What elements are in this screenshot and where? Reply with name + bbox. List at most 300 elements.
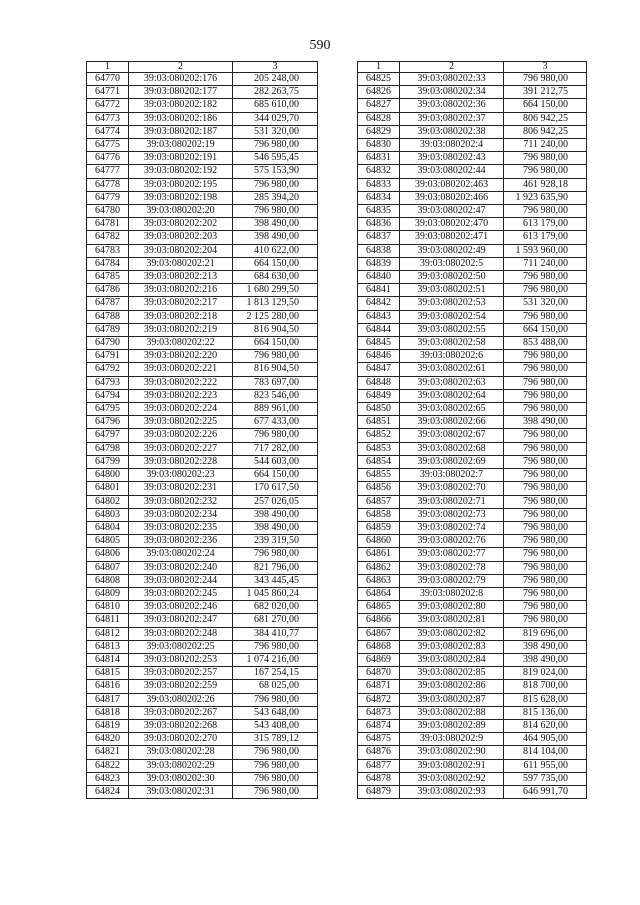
cadastral-number-cell: 39:03:080202:463: [400, 178, 504, 191]
table-row: [87, 587, 318, 600]
value-cell: 167 254,15: [233, 667, 318, 680]
cadastral-number-cell: 39:03:080202:33: [400, 73, 504, 86]
value-cell: 796 980,00: [504, 152, 587, 165]
row-number-cell: 64836: [358, 218, 400, 231]
row-number-cell: 64779: [87, 191, 129, 204]
cadastral-number-cell: 39:03:080202:234: [129, 508, 233, 521]
row-number-cell: 64780: [87, 205, 129, 218]
cadastral-number-cell: 39:03:080202:84: [400, 653, 504, 666]
cadastral-number-cell: 39:03:080202:88: [400, 706, 504, 719]
value-cell: 853 488,00: [504, 337, 587, 350]
cadastral-number-cell: 39:03:080202:31: [129, 785, 233, 798]
column-header-3: 3: [504, 62, 587, 73]
row-number-cell: 64863: [358, 574, 400, 587]
table-row: [87, 191, 318, 204]
table-row: [87, 125, 318, 138]
row-number-cell: 64843: [358, 310, 400, 323]
cadastral-number-cell: 39:03:080202:21: [129, 257, 233, 270]
table-row: [87, 112, 318, 125]
table-row: [358, 73, 587, 86]
cadastral-number-cell: 39:03:080202:24: [129, 548, 233, 561]
table-row: [87, 139, 318, 152]
row-number-cell: 64797: [87, 429, 129, 442]
table-row: [87, 535, 318, 548]
value-cell: 796 980,00: [504, 284, 587, 297]
table-row: [358, 719, 587, 732]
row-number-cell: 64790: [87, 337, 129, 350]
value-cell: 796 980,00: [504, 535, 587, 548]
column-header-1: 1: [87, 62, 129, 73]
value-cell: 783 697,00: [233, 376, 318, 389]
table-body-right: [358, 73, 587, 799]
cadastral-number-cell: 39:03:080202:222: [129, 376, 233, 389]
table-row: [358, 601, 587, 614]
table-row: [87, 469, 318, 482]
value-cell: 543 648,00: [233, 706, 318, 719]
cadastral-number-cell: 39:03:080202:81: [400, 614, 504, 627]
table-row: [358, 389, 587, 402]
table-row: [358, 759, 587, 772]
value-cell: 664 150,00: [233, 337, 318, 350]
cadastral-number-cell: 39:03:080202:270: [129, 733, 233, 746]
table-row: [358, 614, 587, 627]
value-cell: 398 490,00: [233, 521, 318, 534]
row-number-cell: 64858: [358, 508, 400, 521]
cadastral-number-cell: 39:03:080202:22: [129, 337, 233, 350]
table-row: [358, 746, 587, 759]
value-cell: 796 980,00: [504, 350, 587, 363]
table-row: [87, 785, 318, 798]
table-header-row: [358, 62, 587, 73]
value-cell: 823 546,00: [233, 389, 318, 402]
row-number-cell: 64822: [87, 759, 129, 772]
row-number-cell: 64855: [358, 469, 400, 482]
table-row: [358, 561, 587, 574]
table-row: [87, 508, 318, 521]
table-row: [358, 363, 587, 376]
cadastral-number-cell: 39:03:080202:470: [400, 218, 504, 231]
value-cell: 613 179,00: [504, 231, 587, 244]
table-row: [358, 680, 587, 693]
cadastral-number-cell: 39:03:080202:244: [129, 574, 233, 587]
cadastral-number-cell: 39:03:080202:92: [400, 772, 504, 785]
row-number-cell: 64792: [87, 363, 129, 376]
cadastral-number-cell: 39:03:080202:267: [129, 706, 233, 719]
value-cell: 68 025,00: [233, 680, 318, 693]
cadastral-number-cell: 39:03:080202:198: [129, 191, 233, 204]
cadastral-number-cell: 39:03:080202:217: [129, 297, 233, 310]
table-row: [358, 152, 587, 165]
cadastral-number-cell: 39:03:080202:26: [129, 693, 233, 706]
cadastral-number-cell: 39:03:080202:91: [400, 759, 504, 772]
table-row: [358, 548, 587, 561]
cadastral-number-cell: 39:03:080202:68: [400, 442, 504, 455]
row-number-cell: 64775: [87, 139, 129, 152]
row-number-cell: 64819: [87, 719, 129, 732]
value-cell: 575 153,90: [233, 165, 318, 178]
value-cell: 461 928,18: [504, 178, 587, 191]
cadastral-number-cell: 39:03:080202:202: [129, 218, 233, 231]
row-number-cell: 64808: [87, 574, 129, 587]
value-cell: 796 980,00: [504, 310, 587, 323]
value-cell: 664 150,00: [504, 99, 587, 112]
cadastral-number-cell: 39:03:080202:50: [400, 271, 504, 284]
table-row: [358, 442, 587, 455]
cadastral-number-cell: 39:03:080202:186: [129, 112, 233, 125]
cadastral-number-cell: 39:03:080202:82: [400, 627, 504, 640]
value-cell: 239 319,50: [233, 535, 318, 548]
cadastral-number-cell: 39:03:080202:259: [129, 680, 233, 693]
table-row: [87, 323, 318, 336]
table-row: [87, 218, 318, 231]
value-cell: 531 320,00: [233, 125, 318, 138]
cadastral-number-cell: 39:03:080202:236: [129, 535, 233, 548]
value-cell: 796 980,00: [233, 640, 318, 653]
cadastral-number-cell: 39:03:080202:218: [129, 310, 233, 323]
cadastral-number-cell: 39:03:080202:64: [400, 389, 504, 402]
row-number-cell: 64793: [87, 376, 129, 389]
row-number-cell: 64830: [358, 139, 400, 152]
cadastral-number-cell: 39:03:080202:246: [129, 601, 233, 614]
row-number-cell: 64849: [358, 389, 400, 402]
row-number-cell: 64778: [87, 178, 129, 191]
value-cell: 684 630,00: [233, 271, 318, 284]
table-row: [358, 416, 587, 429]
row-number-cell: 64818: [87, 706, 129, 719]
table-row: [358, 350, 587, 363]
row-number-cell: 64851: [358, 416, 400, 429]
row-number-cell: 64848: [358, 376, 400, 389]
value-cell: 796 980,00: [233, 746, 318, 759]
value-cell: 818 700,00: [504, 680, 587, 693]
value-cell: 597 735,00: [504, 772, 587, 785]
cadastral-number-cell: 39:03:080202:51: [400, 284, 504, 297]
cadastral-number-cell: 39:03:080202:76: [400, 535, 504, 548]
value-cell: 796 980,00: [233, 785, 318, 798]
value-cell: 806 942,25: [504, 125, 587, 138]
table-row: [358, 429, 587, 442]
cadastral-number-cell: 39:03:080202:66: [400, 416, 504, 429]
row-number-cell: 64783: [87, 244, 129, 257]
row-number-cell: 64810: [87, 601, 129, 614]
row-number-cell: 64791: [87, 350, 129, 363]
cadastral-number-cell: 39:03:080202:90: [400, 746, 504, 759]
row-number-cell: 64809: [87, 587, 129, 600]
cadastral-number-cell: 39:03:080202:9: [400, 733, 504, 746]
table-row: [87, 561, 318, 574]
table-row: [358, 706, 587, 719]
cadastral-number-cell: 39:03:080202:226: [129, 429, 233, 442]
table-row: [87, 746, 318, 759]
table-row: [87, 455, 318, 468]
cadastral-number-cell: 39:03:080202:213: [129, 271, 233, 284]
value-cell: 257 026,05: [233, 495, 318, 508]
value-cell: 282 263,75: [233, 86, 318, 99]
value-cell: 796 980,00: [233, 350, 318, 363]
cadastral-number-cell: 39:03:080202:195: [129, 178, 233, 191]
value-cell: 344 029,70: [233, 112, 318, 125]
value-cell: 464 905,00: [504, 733, 587, 746]
row-number-cell: 64871: [358, 680, 400, 693]
table-row: [358, 376, 587, 389]
cadastral-number-cell: 39:03:080202:223: [129, 389, 233, 402]
row-number-cell: 64782: [87, 231, 129, 244]
table-row: [87, 614, 318, 627]
table-row: [87, 310, 318, 323]
row-number-cell: 64840: [358, 271, 400, 284]
value-cell: 815 628,00: [504, 693, 587, 706]
value-cell: 711 240,00: [504, 139, 587, 152]
table-row: [358, 165, 587, 178]
value-cell: 796 980,00: [233, 205, 318, 218]
value-cell: 315 789,12: [233, 733, 318, 746]
row-number-cell: 64856: [358, 482, 400, 495]
table-row: [87, 442, 318, 455]
value-cell: 796 980,00: [504, 548, 587, 561]
value-cell: 681 270,00: [233, 614, 318, 627]
table-row: [358, 521, 587, 534]
row-number-cell: 64787: [87, 297, 129, 310]
column-header-3: 3: [233, 62, 318, 73]
value-cell: 398 490,00: [233, 218, 318, 231]
row-number-cell: 64847: [358, 363, 400, 376]
value-cell: 819 696,00: [504, 627, 587, 640]
value-cell: 814 104,00: [504, 746, 587, 759]
value-cell: 796 980,00: [504, 601, 587, 614]
table-row: [358, 785, 587, 798]
row-number-cell: 64800: [87, 469, 129, 482]
row-number-cell: 64824: [87, 785, 129, 798]
table-row: [87, 389, 318, 402]
row-number-cell: 64869: [358, 653, 400, 666]
table-row: [87, 601, 318, 614]
value-cell: 1 593 960,00: [504, 244, 587, 257]
value-cell: 796 980,00: [233, 759, 318, 772]
cadastral-number-cell: 39:03:080202:77: [400, 548, 504, 561]
cadastral-number-cell: 39:03:080202:49: [400, 244, 504, 257]
table-row: [358, 178, 587, 191]
cadastral-number-cell: 39:03:080202:224: [129, 403, 233, 416]
row-number-cell: 64831: [358, 152, 400, 165]
value-cell: 531 320,00: [504, 297, 587, 310]
table-row: [358, 587, 587, 600]
value-cell: 796 980,00: [233, 139, 318, 152]
cadastral-number-cell: 39:03:080202:29: [129, 759, 233, 772]
table-row: [87, 706, 318, 719]
table-row: [358, 271, 587, 284]
row-number-cell: 64776: [87, 152, 129, 165]
row-number-cell: 64799: [87, 455, 129, 468]
row-number-cell: 64861: [358, 548, 400, 561]
row-number-cell: 64873: [358, 706, 400, 719]
row-number-cell: 64835: [358, 205, 400, 218]
page-number: 590: [309, 38, 331, 53]
row-number-cell: 64872: [358, 693, 400, 706]
table-row: [87, 653, 318, 666]
row-number-cell: 64870: [358, 667, 400, 680]
row-number-cell: 64806: [87, 548, 129, 561]
value-cell: 819 024,00: [504, 667, 587, 680]
cadastral-number-cell: 39:03:080202:65: [400, 403, 504, 416]
row-number-cell: 64795: [87, 403, 129, 416]
value-cell: 796 980,00: [504, 376, 587, 389]
table-row: [358, 495, 587, 508]
value-cell: 796 980,00: [504, 363, 587, 376]
value-cell: 677 433,00: [233, 416, 318, 429]
table-row: [358, 772, 587, 785]
row-number-cell: 64825: [358, 73, 400, 86]
cadastral-number-cell: 39:03:080202:5: [400, 257, 504, 270]
value-cell: 796 980,00: [233, 548, 318, 561]
value-cell: 2 125 280,00: [233, 310, 318, 323]
table-row: [358, 693, 587, 706]
table-row: [358, 297, 587, 310]
value-cell: 796 980,00: [504, 442, 587, 455]
value-cell: 205 248,00: [233, 73, 318, 86]
cadastral-number-cell: 39:03:080202:70: [400, 482, 504, 495]
cadastral-number-cell: 39:03:080202:54: [400, 310, 504, 323]
cadastral-number-cell: 39:03:080202:235: [129, 521, 233, 534]
value-cell: 1 680 299,50: [233, 284, 318, 297]
table-row: [87, 244, 318, 257]
table-row: [87, 521, 318, 534]
cadastral-number-cell: 39:03:080202:7: [400, 469, 504, 482]
table-row: [358, 218, 587, 231]
row-number-cell: 64801: [87, 482, 129, 495]
cadastral-number-cell: 39:03:080202:79: [400, 574, 504, 587]
row-number-cell: 64879: [358, 785, 400, 798]
data-table-left: [86, 61, 318, 799]
cadastral-number-cell: 39:03:080202:28: [129, 746, 233, 759]
row-number-cell: 64826: [358, 86, 400, 99]
table-row: [87, 772, 318, 785]
row-number-cell: 64833: [358, 178, 400, 191]
row-number-cell: 64834: [358, 191, 400, 204]
table-row: [87, 495, 318, 508]
table-row: [87, 271, 318, 284]
value-cell: 398 490,00: [504, 416, 587, 429]
cadastral-number-cell: 39:03:080202:176: [129, 73, 233, 86]
row-number-cell: 64837: [358, 231, 400, 244]
row-number-cell: 64852: [358, 429, 400, 442]
value-cell: 1 923 635,90: [504, 191, 587, 204]
table-row: [358, 535, 587, 548]
value-cell: 806 942,25: [504, 112, 587, 125]
value-cell: 685 610,00: [233, 99, 318, 112]
table-row: [87, 86, 318, 99]
table-row: [358, 508, 587, 521]
column-header-2: 2: [400, 62, 504, 73]
table-row: [87, 178, 318, 191]
row-number-cell: 64842: [358, 297, 400, 310]
row-number-cell: 64807: [87, 561, 129, 574]
cadastral-number-cell: 39:03:080202:177: [129, 86, 233, 99]
row-number-cell: 64839: [358, 257, 400, 270]
table-row: [358, 99, 587, 112]
table-row: [87, 482, 318, 495]
column-header-1: 1: [358, 62, 400, 73]
row-number-cell: 64771: [87, 86, 129, 99]
value-cell: 796 980,00: [504, 403, 587, 416]
cadastral-number-cell: 39:03:080202:8: [400, 587, 504, 600]
value-cell: 543 408,00: [233, 719, 318, 732]
value-cell: 717 282,00: [233, 442, 318, 455]
row-number-cell: 64875: [358, 733, 400, 746]
cadastral-number-cell: 39:03:080202:203: [129, 231, 233, 244]
value-cell: 796 980,00: [504, 508, 587, 521]
value-cell: 343 445,45: [233, 574, 318, 587]
row-number-cell: 64827: [358, 99, 400, 112]
row-number-cell: 64867: [358, 627, 400, 640]
table-row: [87, 429, 318, 442]
table-row: [358, 482, 587, 495]
row-number-cell: 64828: [358, 112, 400, 125]
value-cell: 646 991,70: [504, 785, 587, 798]
row-number-cell: 64773: [87, 112, 129, 125]
row-number-cell: 64823: [87, 772, 129, 785]
cadastral-number-cell: 39:03:080202:87: [400, 693, 504, 706]
value-cell: 796 980,00: [233, 429, 318, 442]
cadastral-number-cell: 39:03:080202:225: [129, 416, 233, 429]
row-number-cell: 64857: [358, 495, 400, 508]
table-row: [87, 627, 318, 640]
value-cell: 796 980,00: [504, 165, 587, 178]
row-number-cell: 64772: [87, 99, 129, 112]
value-cell: 796 980,00: [504, 469, 587, 482]
cadastral-number-cell: 39:03:080202:187: [129, 125, 233, 138]
cadastral-number-cell: 39:03:080202:192: [129, 165, 233, 178]
cadastral-number-cell: 39:03:080202:69: [400, 455, 504, 468]
cadastral-number-cell: 39:03:080202:80: [400, 601, 504, 614]
value-cell: 815 136,00: [504, 706, 587, 719]
cadastral-number-cell: 39:03:080202:86: [400, 680, 504, 693]
row-number-cell: 64802: [87, 495, 129, 508]
row-number-cell: 64820: [87, 733, 129, 746]
cadastral-number-cell: 39:03:080202:67: [400, 429, 504, 442]
table-row: [87, 640, 318, 653]
row-number-cell: 64805: [87, 535, 129, 548]
row-number-cell: 64789: [87, 323, 129, 336]
value-cell: 796 980,00: [504, 73, 587, 86]
cadastral-number-cell: 39:03:080202:73: [400, 508, 504, 521]
row-number-cell: 64865: [358, 601, 400, 614]
row-number-cell: 64854: [358, 455, 400, 468]
value-cell: 682 020,00: [233, 601, 318, 614]
cadastral-number-cell: 39:03:080202:221: [129, 363, 233, 376]
row-number-cell: 64860: [358, 535, 400, 548]
row-number-cell: 64811: [87, 614, 129, 627]
value-cell: 796 980,00: [504, 614, 587, 627]
row-number-cell: 64868: [358, 640, 400, 653]
row-number-cell: 64874: [358, 719, 400, 732]
value-cell: 796 980,00: [504, 587, 587, 600]
cadastral-number-cell: 39:03:080202:78: [400, 561, 504, 574]
cadastral-number-cell: 39:03:080202:53: [400, 297, 504, 310]
value-cell: 796 980,00: [233, 772, 318, 785]
value-cell: 410 622,00: [233, 244, 318, 257]
cadastral-number-cell: 39:03:080202:34: [400, 86, 504, 99]
cadastral-number-cell: 39:03:080202:61: [400, 363, 504, 376]
table-row: [87, 693, 318, 706]
table-row: [358, 310, 587, 323]
table-row: [358, 469, 587, 482]
table-body-left: [87, 73, 318, 799]
value-cell: 613 179,00: [504, 218, 587, 231]
row-number-cell: 64804: [87, 521, 129, 534]
value-cell: 796 980,00: [504, 389, 587, 402]
value-cell: 796 980,00: [504, 482, 587, 495]
cadastral-number-cell: 39:03:080202:6: [400, 350, 504, 363]
